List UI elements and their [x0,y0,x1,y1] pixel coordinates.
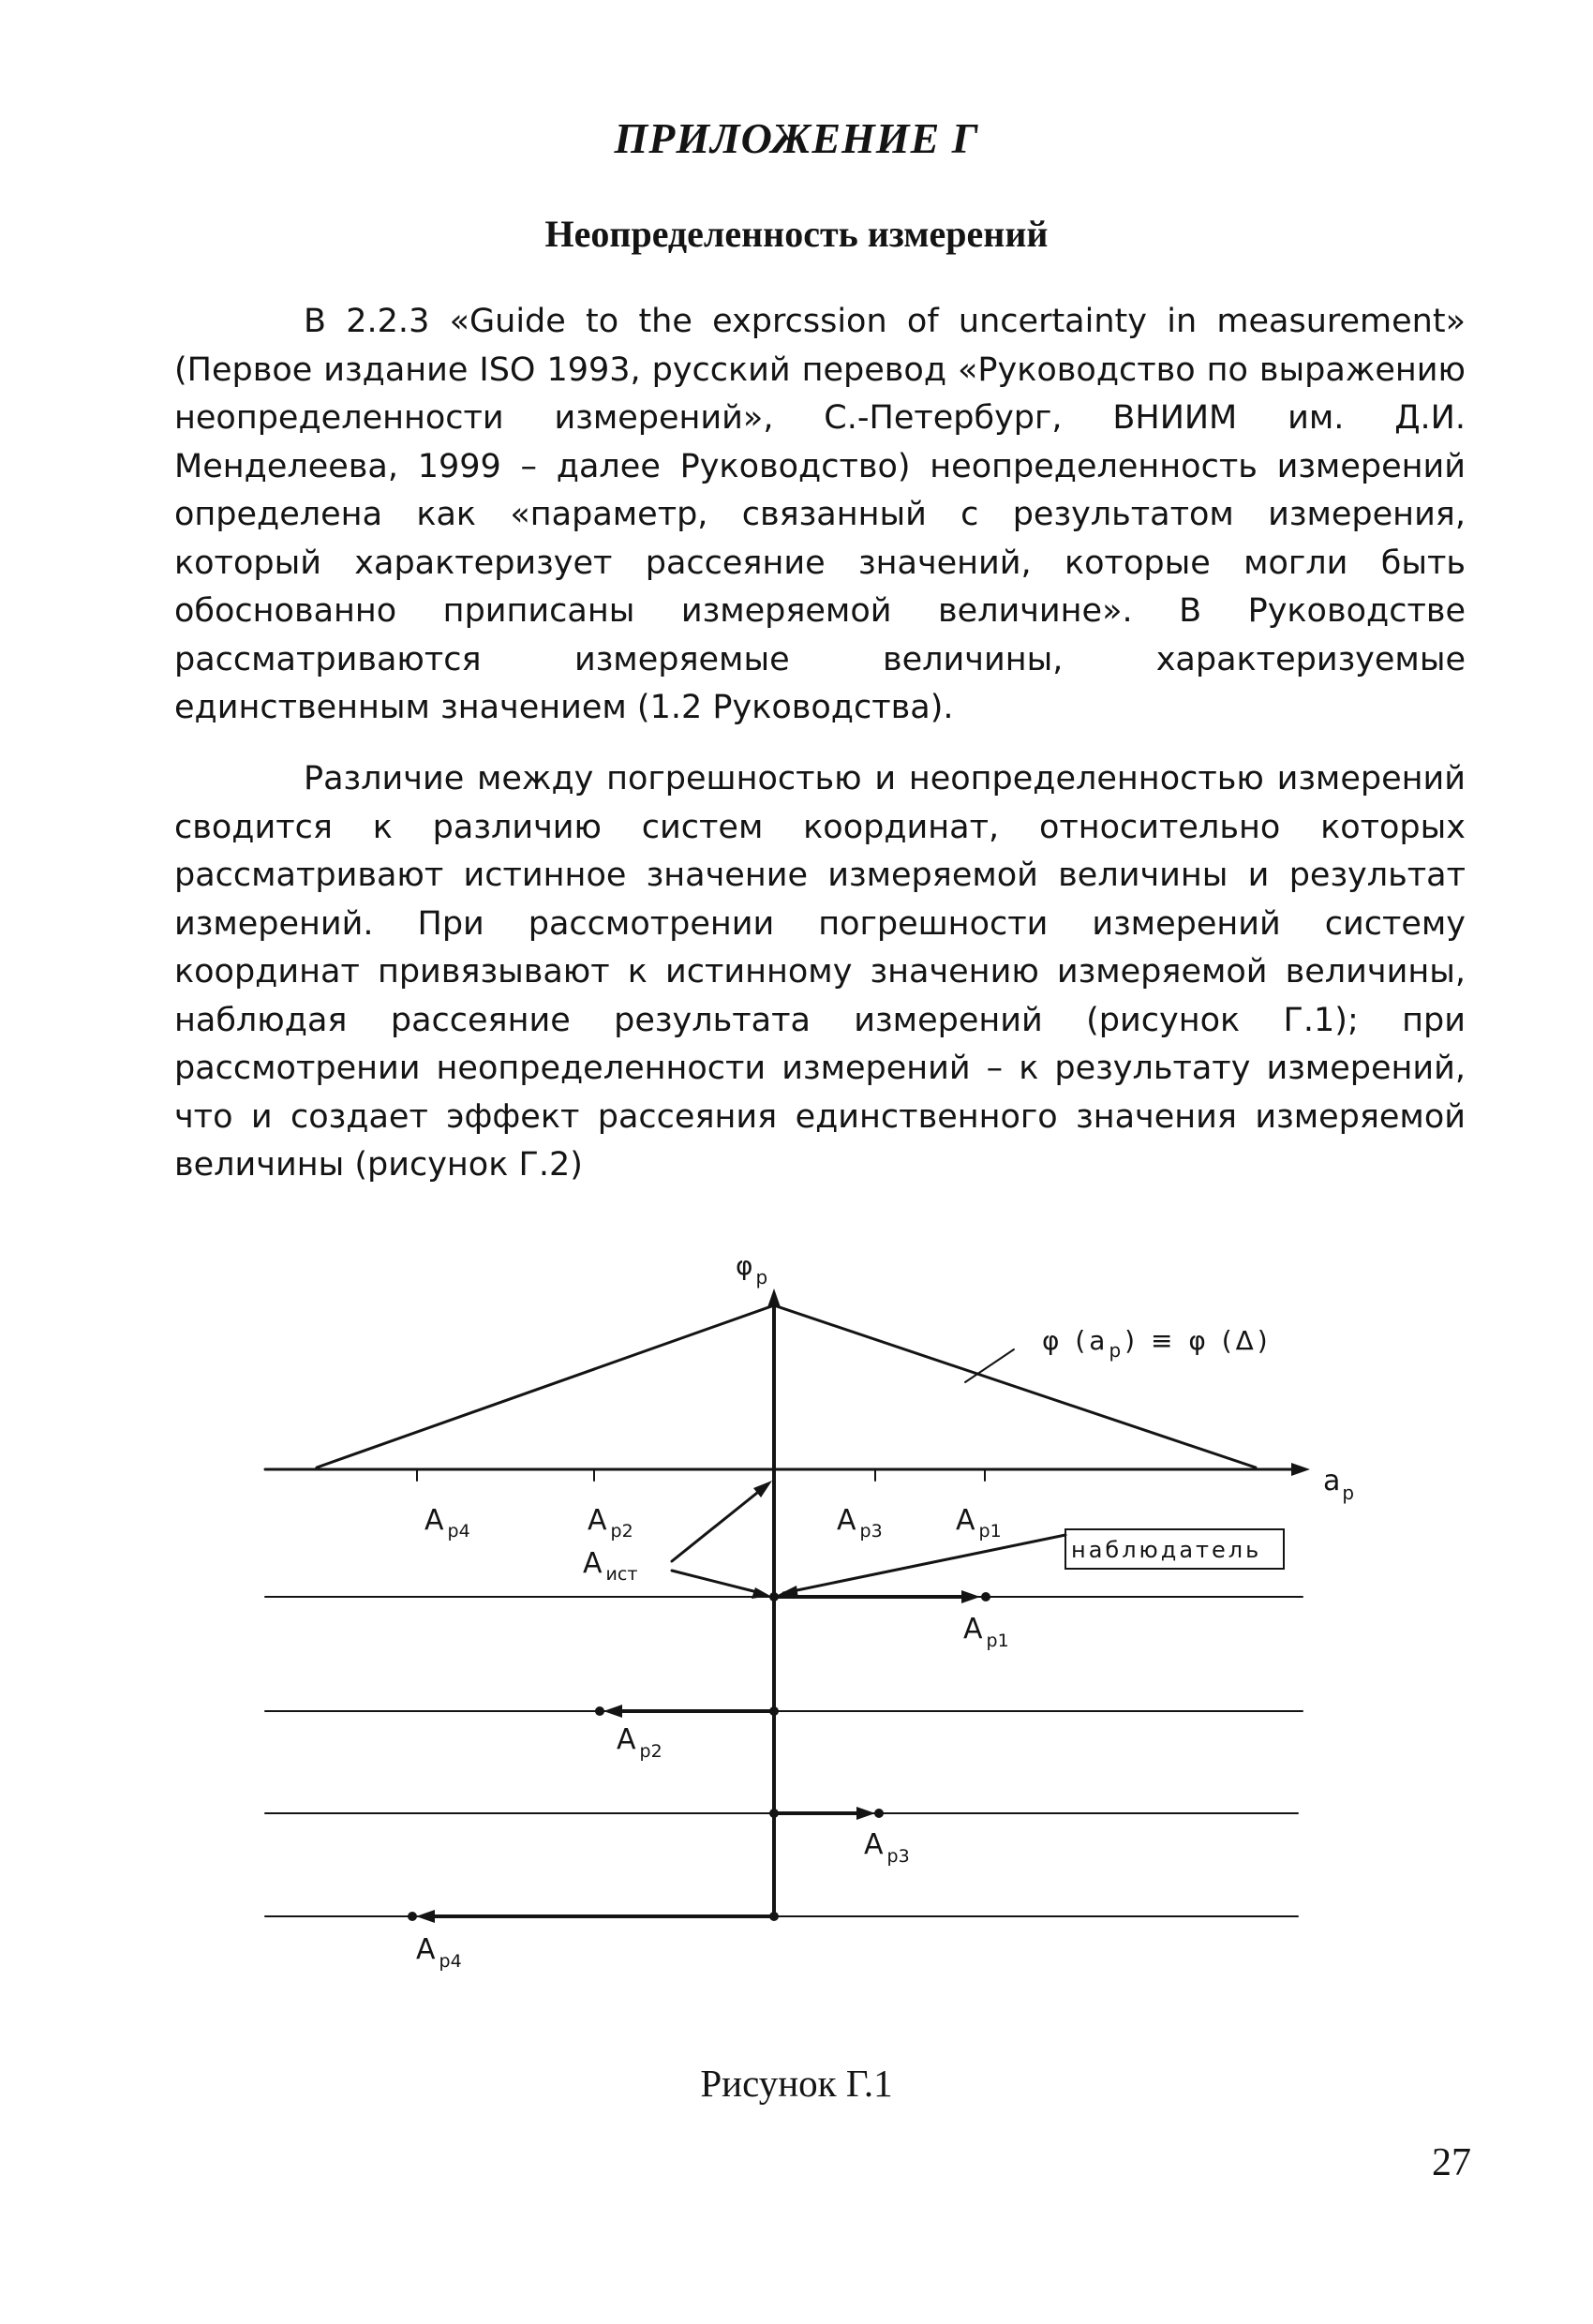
page-number: 27 [1432,2141,1471,2184]
x-axis-label: а $_р$ [1323,1465,1355,1504]
row-dot-origin-4 [769,1912,779,1921]
y-axis-label: φ $_р$ [736,1250,768,1289]
paragraph-2: Различие между погрешностью и неопределенностью измерений сводится к различию систем координат, относительно которых рассматривают истинное значение измеряемой величины и результат измерений. При рассмотрении погрешности измерений систему координат привязывают к истинному значению измеряемой величины, наблюдая рассеяние результата измерений (рисунок Г.1); при рассмотрении неопределенности измерений – к результату измерений, что и создает эффект рассеяния единственного значения измеряемой величины (рисунок Г.2) [174,760,1466,1184]
observer-label: наблюдатель [1071,1537,1262,1563]
row-dot-origin-1 [769,1592,779,1601]
row-dot-end-1 [981,1592,990,1601]
axis-label-a-true: А $_{ист}$ [583,1547,638,1585]
axis-label-ap2: А $_{р2}$ [588,1504,633,1542]
axis-label-ap1: А $_{р1}$ [956,1504,1002,1542]
row-arrowhead-4 [416,1910,435,1923]
row-label-3: А $_{р3}$ [864,1828,910,1867]
appendix-heading: ПРИЛОЖЕНИЕ Г [614,114,979,162]
row-dot-end-2 [595,1706,604,1716]
observer-pointer [783,1535,1065,1593]
axis-label-ap4: А $_{р4}$ [424,1504,470,1542]
section-title: Неопределенность измерений [544,213,1049,255]
row-label-2: А $_{р2}$ [617,1723,663,1762]
paragraph-1: В 2.2.3 «Guide to the exprcssion of uncertainty in measurement» (Первое издание ISO 1993, русский перевод «Руководство по выражению неопределенности измерений», С.-Петербург, ВНИИМ им. Д.И. Менделеева, 1999 – далее Руководство) неопределенность измерений определена как «параметр, связанный с результатом измерения, который характеризует рассеяние значений, которые могли быть обоснованно приписаны измеряемой величине». В Руководстве рассматриваются измеряемые величины, характеризуемые единственным значением (1.2 Руководства). [174,303,1466,726]
row-dot-end-3 [874,1809,884,1818]
row-label-4: А $_{р4}$ [416,1933,462,1972]
curve-label: φ $(а_р) \equiv \varphi$ (Δ) [1042,1325,1272,1362]
row-dot-end-4 [408,1912,417,1921]
row-arrowhead-2 [603,1705,622,1718]
a-true-arrow-down [672,1571,761,1593]
row-arrowhead-3 [856,1807,875,1820]
figure-caption: Рисунок Г.1 [700,2062,893,2105]
row-dot-origin-2 [769,1706,779,1716]
row-arrowhead-1 [961,1590,980,1603]
row-dot-origin-3 [769,1809,779,1818]
x-axis-arrowhead [1291,1463,1310,1476]
a-true-arrow-up [672,1485,767,1561]
axis-label-ap3: А $_{р3}$ [837,1504,883,1542]
row-label-1: А $_{р1}$ [963,1613,1009,1651]
phi-curve [317,1305,1256,1467]
